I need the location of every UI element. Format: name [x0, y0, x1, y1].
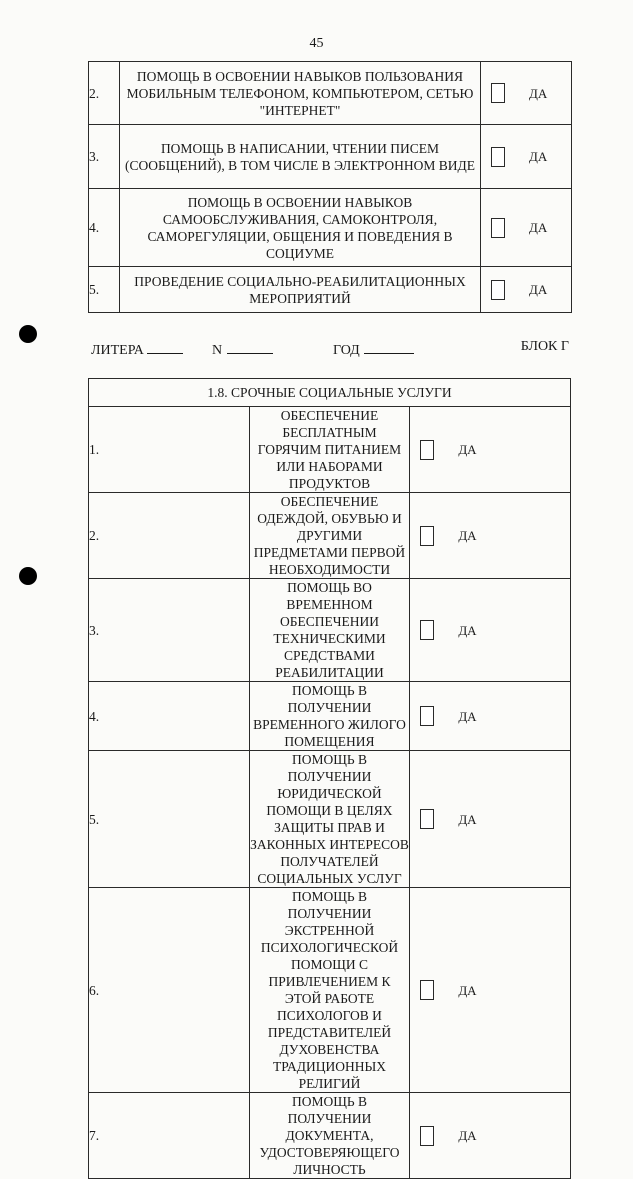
n-label: N: [212, 343, 223, 358]
yes-option[interactable]: [410, 751, 571, 888]
table-row: [89, 1093, 571, 1179]
yes-checkbox[interactable]: [420, 809, 434, 829]
yes-checkbox[interactable]: [491, 83, 505, 103]
n-blank[interactable]: [227, 339, 273, 354]
row-service-text: ПОМОЩЬ В ПОЛУЧЕНИИ ДОКУМЕНТА, УДОСТОВЕРЯЮЩЕГО ЛИЧНОСТЬ: [249, 1093, 410, 1179]
yes-option[interactable]: [481, 189, 572, 267]
row-service-text: ПОМОЩЬ В ПОЛУЧЕНИИ ЮРИДИЧЕСКОЙ ПОМОЩИ В ЦЕЛЯХ ЗАЩИТЫ ПРАВ И ЗАКОННЫХ ИНТЕРЕСОВ ПОЛУЧАТЕЛЕЙ СОЦИАЛЬНЫХ УСЛУГ: [250, 752, 409, 886]
year-blank[interactable]: [364, 339, 414, 354]
yes-option[interactable]: [481, 62, 572, 125]
yes-option[interactable]: [410, 493, 571, 579]
table-row: [89, 493, 571, 579]
punch-hole: [19, 325, 37, 343]
table-row: [89, 751, 571, 888]
yes-checkbox[interactable]: [420, 620, 434, 640]
table-row: [89, 888, 571, 1093]
yes-label: ДА: [458, 528, 477, 543]
punch-hole: [19, 567, 37, 585]
table-row: [89, 189, 572, 267]
yes-label: ДА: [458, 811, 477, 827]
yes-label: ДА: [529, 149, 548, 164]
yes-option[interactable]: [410, 579, 571, 682]
row-service-text: ПОМОЩЬ В ОСВОЕНИИ НАВЫКОВ САМООБСЛУЖИВАНИЯ, САМОКОНТРОЛЯ, САМОРЕГУЛЯЦИИ, ОБЩЕНИЯ И ПОВЕДЕНИЯ В СОЦИУМЕ: [120, 189, 481, 267]
year-label: ГОД: [333, 343, 360, 358]
yes-label: ДА: [529, 85, 548, 101]
table-row: [89, 682, 571, 751]
year-field[interactable]: [333, 339, 414, 359]
yes-label: ДА: [458, 1128, 477, 1143]
table-row: [89, 125, 572, 189]
yes-option[interactable]: [481, 125, 572, 189]
row-number: 4.: [89, 189, 120, 267]
yes-label: ДА: [458, 442, 477, 457]
yes-checkbox[interactable]: [491, 280, 505, 300]
litera-label: ЛИТЕРА: [91, 343, 144, 358]
yes-option[interactable]: [410, 407, 571, 493]
row-number: 3.: [89, 579, 250, 682]
row-number: 4.: [89, 682, 250, 751]
yes-option[interactable]: [410, 682, 571, 751]
row-service-text: ПОМОЩЬ ВО ВРЕМЕННОМ ОБЕСПЕЧЕНИИ ТЕХНИЧЕСКИМИ СРЕДСТВАМИ РЕАБИЛИТАЦИИ: [249, 579, 410, 682]
row-service-text: ПОМОЩЬ В ОСВОЕНИИ НАВЫКОВ ПОЛЬЗОВАНИЯ МОБИЛЬНЫМ ТЕЛЕФОНОМ, КОМПЬЮТЕРОМ, СЕТЬЮ "ИНТЕРНЕТ": [120, 62, 481, 125]
row-service-text: ПОМОЩЬ В ПОЛУЧЕНИИ ВРЕМЕННОГО ЖИЛОГО ПОМЕЩЕНИЯ: [249, 682, 410, 751]
yes-label: ДА: [458, 982, 477, 998]
yes-checkbox[interactable]: [420, 440, 434, 460]
yes-option[interactable]: [481, 267, 572, 313]
n-field[interactable]: [212, 339, 273, 359]
table-row: [89, 62, 572, 125]
yes-option[interactable]: [410, 888, 571, 1093]
record-header-line: [91, 339, 569, 359]
section-title-row: [89, 379, 571, 407]
yes-checkbox[interactable]: [491, 147, 505, 167]
yes-checkbox[interactable]: [420, 1126, 434, 1146]
yes-checkbox[interactable]: [420, 706, 434, 726]
yes-label: ДА: [458, 622, 477, 638]
yes-checkbox[interactable]: [420, 980, 434, 1000]
services-table-continued: [88, 61, 572, 313]
litera-blank[interactable]: [147, 339, 183, 354]
urgent-services-table: [88, 378, 571, 1179]
row-service-text: ПОМОЩЬ В ПОЛУЧЕНИИ ЭКСТРЕННОЙ ПСИХОЛОГИЧЕСКОЙ ПОМОЩИ С ПРИВЛЕЧЕНИЕМ К ЭТОЙ РАБОТЕ ПСИХОЛОГОВ И ПРЕДСТАВИТЕЛЕЙ ДУХОВЕНСТВА ТРАДИЦИОННЫХ РЕЛИГИЙ: [249, 888, 410, 1093]
row-number: 2.: [89, 62, 120, 125]
row-number: 1.: [89, 407, 250, 493]
row-service-text: ПОМОЩЬ В НАПИСАНИИ, ЧТЕНИИ ПИСЕМ (СООБЩЕНИЙ), В ТОМ ЧИСЛЕ В ЭЛЕКТРОННОМ ВИДЕ: [120, 125, 481, 189]
table-row: [89, 267, 572, 313]
row-service-text: ОБЕСПЕЧЕНИЕ БЕСПЛАТНЫМ ГОРЯЧИМ ПИТАНИЕМ ИЛИ НАБОРАМИ ПРОДУКТОВ: [249, 407, 410, 493]
yes-label: ДА: [458, 708, 477, 724]
row-number: 3.: [89, 125, 120, 189]
row-number: 6.: [89, 888, 250, 1093]
row-service-text: ПРОВЕДЕНИЕ СОЦИАЛЬНО-РЕАБИЛИТАЦИОННЫХ МЕРОПРИЯТИЙ: [120, 267, 481, 313]
yes-label: ДА: [529, 220, 548, 235]
yes-label: ДА: [529, 282, 548, 297]
row-service-text: ОБЕСПЕЧЕНИЕ ОДЕЖДОЙ, ОБУВЬЮ И ДРУГИМИ ПРЕДМЕТАМИ ПЕРВОЙ НЕОБХОДИМОСТИ: [249, 493, 410, 579]
row-number: 5.: [89, 267, 120, 313]
table-row: [89, 407, 571, 493]
page-number: 45: [309, 36, 324, 51]
row-number: 7.: [89, 1093, 250, 1179]
table-row: [89, 579, 571, 682]
row-number: 5.: [89, 751, 250, 888]
yes-option[interactable]: [410, 1093, 571, 1179]
section-title: 1.8. СРОЧНЫЕ СОЦИАЛЬНЫЕ УСЛУГИ: [89, 379, 571, 407]
block-label: БЛОК Г: [520, 339, 569, 354]
row-number: 2.: [89, 493, 250, 579]
yes-checkbox[interactable]: [420, 526, 434, 546]
litera-field[interactable]: [91, 339, 183, 359]
yes-checkbox[interactable]: [491, 218, 505, 238]
